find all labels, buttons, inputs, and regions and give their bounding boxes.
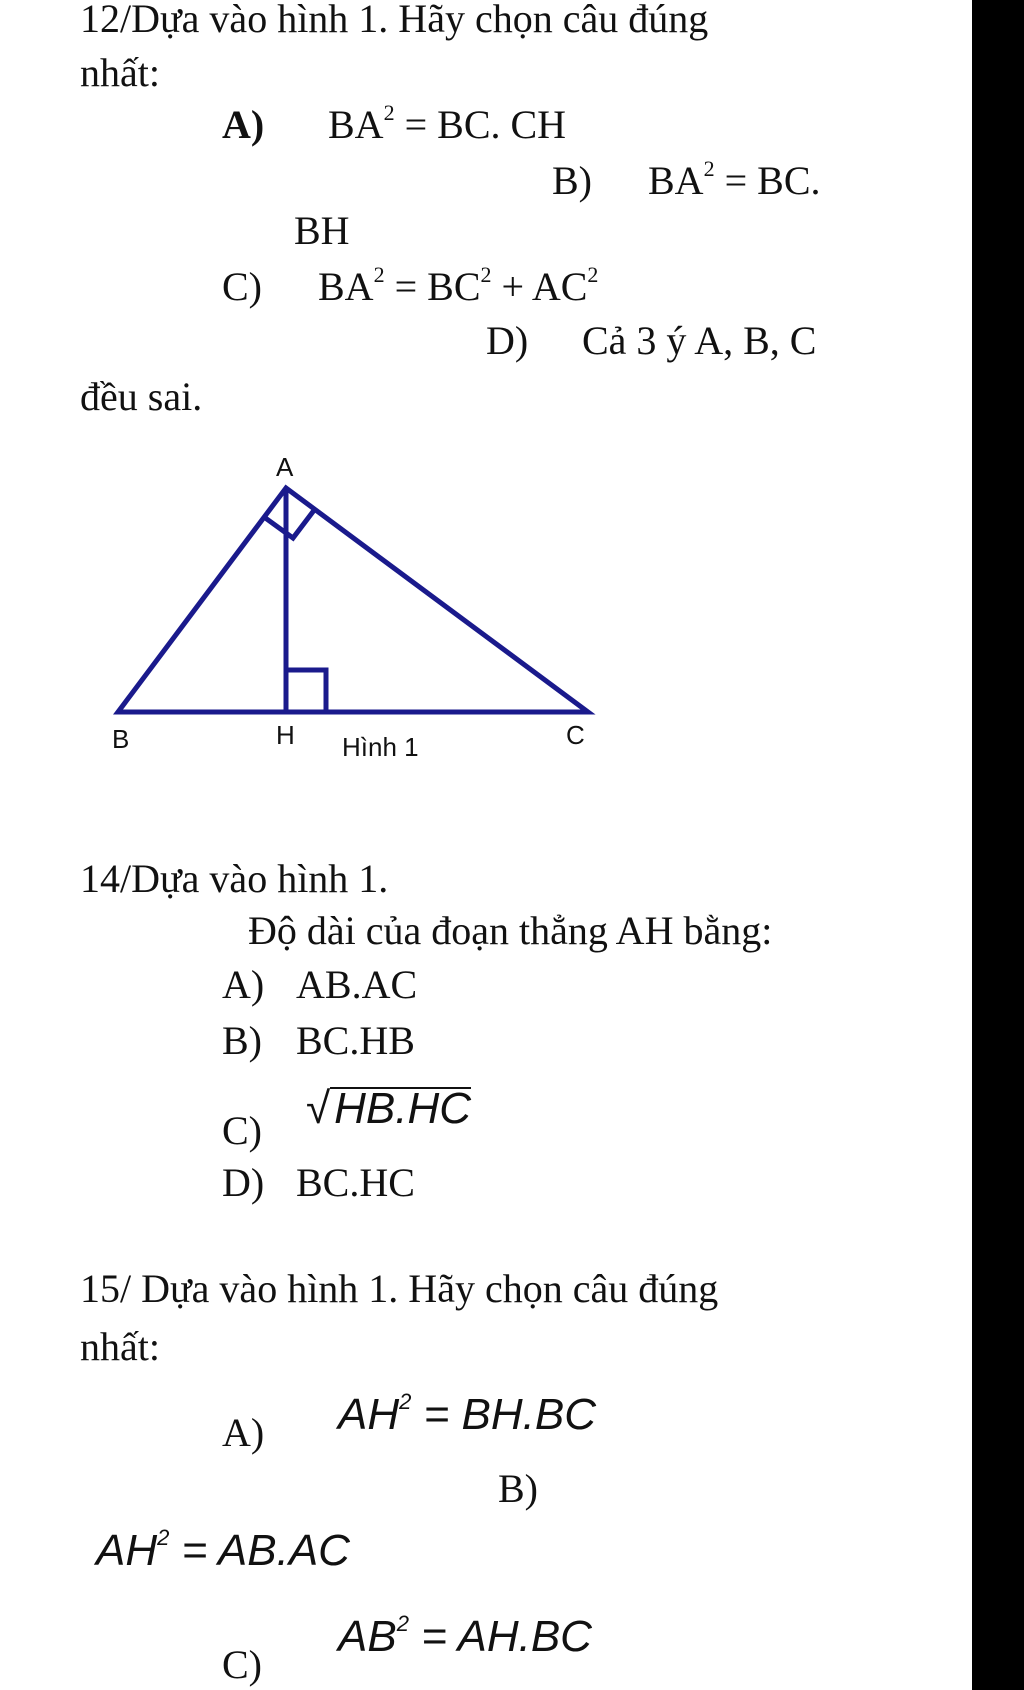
figure-1-triangle [100,450,620,780]
q14-option-c-formula: √HB.HC [306,1084,472,1133]
q12-title-line1: 12/Dựa vào hình 1. Hãy chọn câu đúng [80,0,709,41]
q12-option-b-continuation: BH [294,208,350,253]
page-right-edge [972,0,1024,1690]
q12-option-d-continuation: đều sai. [80,374,203,419]
triangle-abc [118,488,588,712]
q14-option-a-text: AB.AC [296,962,418,1007]
q14-subtitle: Độ dài của đoạn thẳng AH bằng: [248,908,773,953]
q14-option-c-label: C) [222,1108,262,1153]
q14-option-b-text: BC.HB [296,1018,415,1063]
vertex-label-h: H [276,720,295,750]
q12-option-d-label: D) [486,318,529,363]
q12-option-c-formula: $BA^2 = BC^2 + AC^2$ [318,262,599,309]
q15-title-line1: 15/ Dựa vào hình 1. Hãy chọn câu đúng [80,1266,719,1311]
q15-option-c-label: C) [222,1642,262,1687]
q15-option-b-label: B) [498,1466,538,1511]
q12-title-line2: nhất: [80,50,160,95]
q15-option-a-formula: $AH^2 = BH.BC$ [338,1389,596,1439]
q12-option-b-formula: $BA^2$ = BC. [648,156,821,203]
q14-option-d-label: D) [222,1160,265,1205]
q12-option-a-formula: $BA^2$ = BC. CH [328,100,567,147]
vertex-label-a: A [276,452,294,482]
q15-option-c-formula: $AB^2 = AH.BC$ [338,1611,592,1661]
vertex-label-c: C [566,720,585,750]
q14-title: 14/Dựa vào hình 1. [80,856,389,901]
q14-option-a-label: A) [222,962,265,1007]
q12-option-d-text: Cả 3 ý A, B, C [582,318,817,363]
right-angle-mark-a [264,509,315,538]
q15-option-a-label: A) [222,1410,265,1455]
vertex-label-b: B [112,724,130,754]
q14-option-b-label: B) [222,1018,262,1063]
q12-option-b-label: B) [552,158,592,203]
q12-option-a-label: A) [222,102,265,147]
q15-title-line2: nhất: [80,1324,160,1369]
figure-caption: Hình 1 [342,732,419,762]
q12-option-c-label: C) [222,264,262,309]
radical-sign: √ [306,1084,331,1133]
q15-option-b-formula: $AH^2 = AB.AC$ [96,1525,350,1575]
q14-option-d-text: BC.HC [296,1160,415,1205]
right-angle-mark-h [286,670,326,712]
